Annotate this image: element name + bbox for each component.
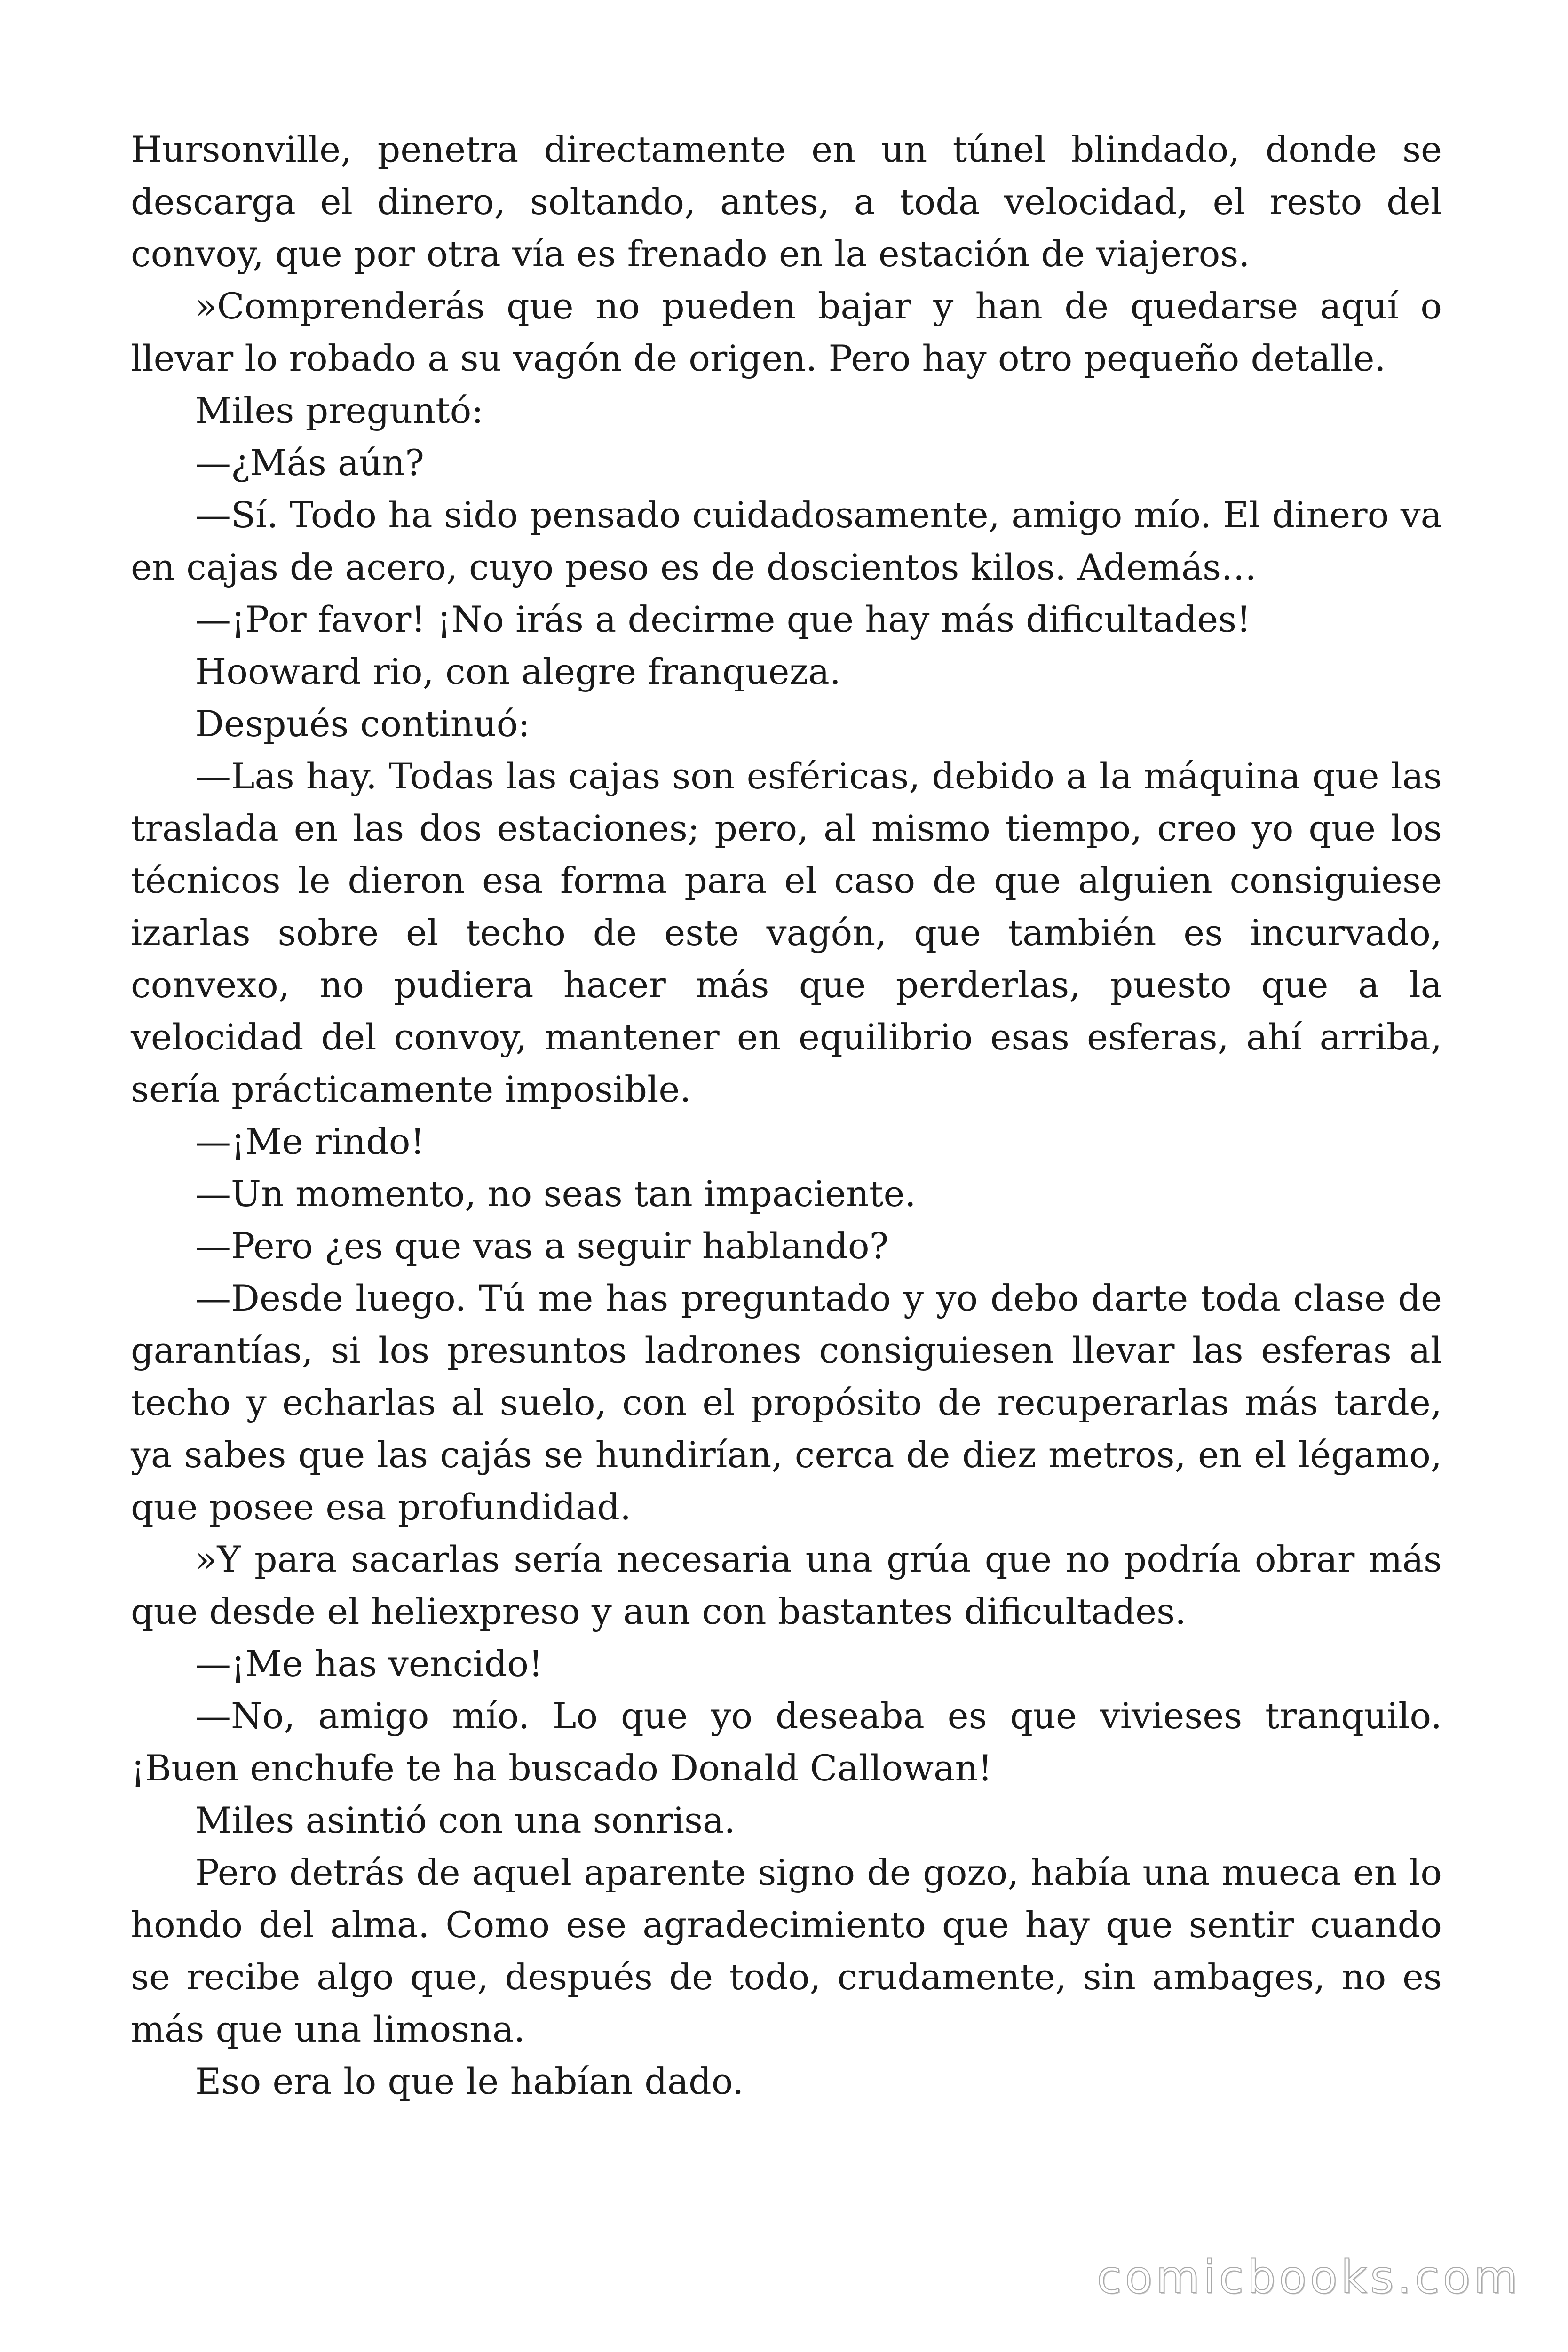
paragraph: —Sí. Todo ha sido pensado cuidadosamente, amigo mío. El dinero va en cajas de acero, cuyo peso es de doscientos kilos. Además… — [131, 494, 1442, 588]
paragraph: Miles preguntó: — [195, 389, 483, 431]
paragraph: —¿Más aún? — [195, 442, 424, 484]
paragraph: »Comprenderás que no pueden bajar y han de quedarse aquí o llevar lo robado a su vagón de origen. Pero hay otro pequeño detalle. — [131, 285, 1442, 379]
paragraph: —Un momento, no seas tan impaciente. — [195, 1173, 916, 1215]
paragraph: —No, amigo mío. Lo que yo deseaba es que vivieses tranquilo. ¡Buen enchufe te ha buscado Donald Callowan! — [131, 1695, 1442, 1789]
paragraph: Miles asintió con una sonrisa. — [195, 1799, 736, 1841]
paragraph: Después continuó: — [195, 703, 531, 745]
paragraph: »Y para sacarlas sería necesaria una grúa que no podría obrar más que desde el heliexpreso y aun con bastantes dificultades. — [131, 1538, 1442, 1632]
paragraph: Hooward rio, con alegre franqueza. — [195, 651, 841, 692]
paragraph: —Las hay. Todas las cajas son esféricas, debido a la máquina que las traslada en las dos estaciones; pero, al mismo tiempo, creo yo que los técnicos le dieron esa forma para el caso de que alguien consiguiese izarlas sobre el techo de este vagón, que también es incurvado, convexo, no pudiera hacer más que perderlas, puesto que a la velocidad del convoy, mantener en equilibrio esas esferas, ahí arriba, sería prácticamente imposible. — [131, 755, 1442, 1110]
paragraph: Pero detrás de aquel aparente signo de gozo, había una mueca en lo hondo del alma. Como ese agradecimiento que hay que sentir cuando se recibe algo que, después de todo, crudamente, sin ambages, no es más que una limosna. — [131, 1851, 1442, 2050]
paragraph: Eso era lo que le habían dado. — [195, 2060, 744, 2102]
paragraph: —¡Me rindo! — [195, 1120, 425, 1162]
paragraph: —¡Por favor! ¡No irás a decirme que hay más dificultades! — [195, 598, 1251, 640]
watermark: comicbooks.com — [1096, 2251, 1521, 2304]
paragraph: —Pero ¿es que vas a seguir hablando? — [195, 1225, 889, 1267]
paragraph: Hursonville, penetra directamente en un túnel blindado, donde se descarga el dinero, soltando, antes, a toda velocidad, el resto del convoy, que por otra vía es frenado en la estación de viajeros. — [131, 128, 1442, 275]
paragraph: —Desde luego. Tú me has preguntado y yo debo darte toda clase de garantías, si los presuntos ladrones consiguiesen llevar las esferas al techo y echarlas al suelo, con el propósito de recuperarlas más tarde, ya sabes que las cajás se hundirían, cerca de diez metros, en el légamo, que posee esa profundidad. — [131, 1277, 1442, 1528]
page-text — [131, 123, 1442, 2107]
paragraph: —¡Me has vencido! — [195, 1643, 543, 1685]
